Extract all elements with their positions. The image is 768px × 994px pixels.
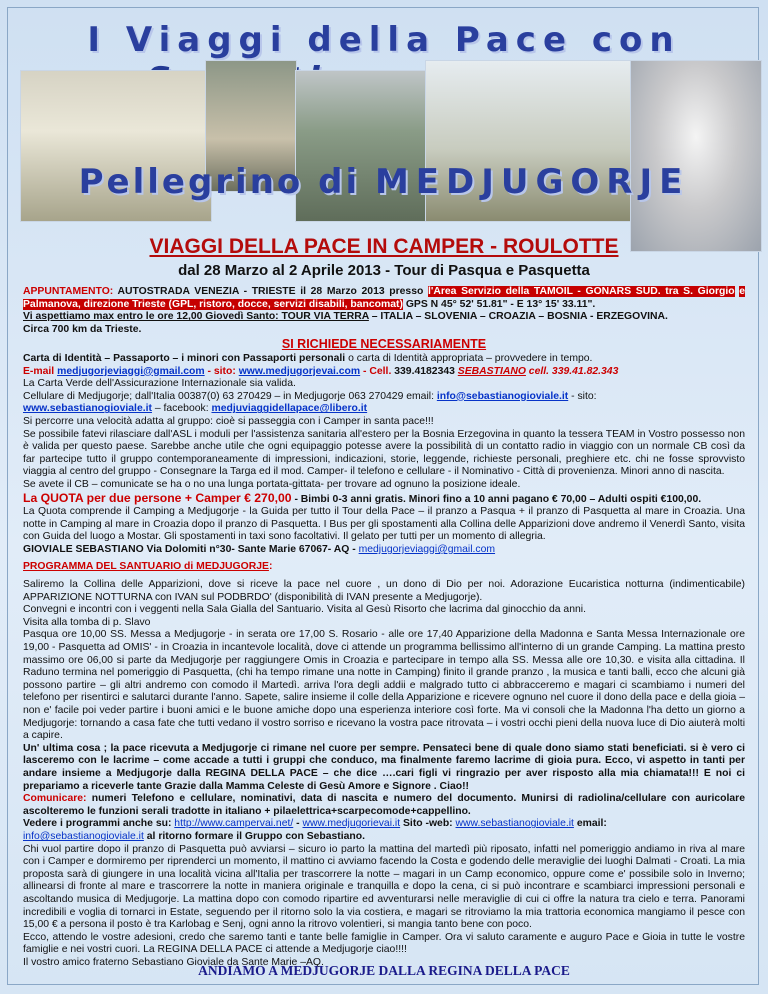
email-link[interactable]: medjugorjeviaggi@gmail.com [57,365,205,377]
campervai-link[interactable]: http://www.campervai.net/ [174,818,294,830]
page-subtitle [0,162,768,202]
sebastianogioviale-link[interactable]: www.sebastianogioviale.it [455,818,574,830]
dates-heading: dal 28 Marzo al 2 Aprile 2013 - Tour di Pasqua e Pasquetta [178,262,590,279]
price-paragraph: La QUOTA per due persone + Camper € 270,00 - Bimbi 0-3 anni gratis. Minori fino a 10 anni pagano € 70,00 – Adulti ospiti €100,00. La Quota comprende il Camping a Medjugorje - la Guida per tutto il Tour della Pace – il pranzo a Pasqua + il pranzo di Pasquetta al mare in Croazia. Una notte in Camping al mare in Croazia dopo il pranzo di Pasquetta. I Bus per gli spostamenti alla Collina delle Apparizioni dove andremo il Venerdì Santo, visita con Guida del luogo a Mostar. Gli spostamenti in taxi sono facoltativi. Il gelato per tutti per un momento di allegria. GIOVIALE SEBASTIANO Via Dolomiti n°30- Sante Marie 67067- AQ - medjugorjeviaggi@gmail.com [23,490,745,555]
title-part1: I Viaggi della Pace con [87,20,681,60]
photo-madonna-statue [630,60,762,252]
main-heading: VIAGGI DELLA PACE IN CAMPER - ROULOTTE [149,235,619,258]
requirements-paragraph: Carta di Identità – Passaporto – i minori con Passaporti personali o carta di Identità appropriata – provvedere in tempo. E-mail medjugorjeviaggi@gmail.com - sito: www.medjugorjevai.com - Cell. 339.4182343 SEBASTIANO cell. 339.41.82.343 La Carta Verde dell'Assicurazione Internazionale sia valida. Cellulare di Medjugorje; dall'Italia 00387(0) 63 270429 – in Medjugorje 063 270429 email: info@sebastianogioviale.it - sito: www.sebastianogioviale.it – facebook: medjuviaggidellapace@libero.it Si percorre una velocità adatta al gruppo: cioè si passeggia con i Camper in santa pace!!! Se possibile fatevi rilasciare dall'ASL i moduli per l'assistenza sanitaria all'estero per la Bosnia Erzegovina in quanto la tessera TEAM in Vostro possesso non è valida per questo paese. Sarebbe anche utile che ogni equipaggio potesse avere la possibilità di un contatto radio in viaggio con un normale CB così da far partecipe tutto il gruppo contemporaneamente di impressioni, indicazioni, storie, leggende, richieste personali, preghiere etc. chi ne fosse sprovvisto viaggia al centro del gruppo - Consegnare la Targa ed il mod. Camper- il telefono e cellulare - il Nominativo - Città di provenienza. Minori anno di nascita. Se avete il CB – comunicate se ha o no una lunga portata-gittata- per trovare ad ognuno la posizione ideale. [23,352,745,490]
info-email-link[interactable]: info@sebastianogioviale.it [23,830,144,842]
email-link-2[interactable]: info@sebastianogioviale.it [436,390,569,402]
programme-title: PROGRAMMA DEL SANTUARIO di MEDJUGORJE [23,561,269,573]
site-link-2[interactable]: www.sebastianogioviale.it [23,403,152,415]
programme-paragraph: PROGRAMMA DEL SANTUARIO di MEDJUGORJE: Saliremo la Collina delle Apparizioni, dove si riceve la pace nel cuore , un dono di Dio per noi. Adorazione Eucaristica notturna (indimenticabile) APPARIZIONE NOTTURNA con IVAN sul PODBRDO' (disponibilità di IVAN presente a Medjugorje). Convegni e incontri con i veggenti nella Sala Gialla del Santuario. Visita al Gesù Risorto che lacrima dal ginocchio da anni. Visita alla tomba di p. Slavo Pasqua ore 10,00 SS. Messa a Medjugorje - in serata ore 17,00 S. Rosario - alle ore 17,40 Apparizione della Madonna e Santa Messa Internazionale ore 19,00 - Pasquetta ad OMIS' - in Croazia in incantevole località, dove ci attende un programma bellissimo all'interno di un grande Camping. La mattina presto massimo ore 06,00 si parte da Medjugorje per raggiungere Omis in Croazia e partecipare in tempo alla SS. Messa alle ore 10,30. e visita alla cittadina. Il Raduno termina nel pomeriggio di Pasquetta, (chi ha tempo rimane una notte in Camping) finito il grande pranzo , la musica e tanti balli, ecco che alcuni già possono partire – gli altri andremo con comodo il Martedì. arriva l'ora degli addii e malgrado tutto ci abbracceremo e magari ci scambiamo i numeri del telefono per risentirci e salutarci durante l'anno. Sapete, salire insieme il colle della Apparizione e ricevere ognuno nel cuore il dono della pace e della gioia – non e' facile poi veder partire i buoni amici e le buone amiche dopo una esperienza interiore così forte. Ma vi consoli che la Madonna l'ha detto un giorno a Medjugorje: tornando a casa fate che tutti vedano il vostro sorriso e ricevano la vostra pace ritrovata – i vostri occhi pieni della nuova luce di Dio aiuterà molti a capire. Un' ultima cosa ; la pace ricevuta a Medjugorje ci rimane nel cuore per sempre. Pensateci bene di quale dono siamo stati beneficiati. si è vero ci lasceremo con le lacrime – come accade a tutti i gruppi che conduco, ma finalmente faremo lacrime di gioia pura. Ecco, vi aspetto in tanti per andare insieme a Medjugorje dalla REGINA DELLA PACE – che dice ….cari figli vi ringrazio per aver risposto alla mia chiamata!!! E noi ci prepariamo a riceverle tante Grazie dalla Mamma Celeste di Gesù Amore e Signore . Ciao!! Comunicare: numeri Telefono e cellulare, nominativi, data di nascita e numero del documento. Munirsi di radiolina/cellulare con auricolare ascolteremo le funzioni serali tradotte in italiano + pilaelettrica+scarpecomode+cappellino. Vedere i programmi anche su: http://www.campervai.net/ - www.medjugorievai.it Sito -web: www.sebastianogioviale.it email: info@sebastianogioviale.it al ritorno formare il Gruppo con Sebastiano. Chi vuol partire dopo il pranzo di Pasquetta può avviarsi – sicuro io parto la mattina del martedì più riposato, infatti nel pomeriggio andiamo in riva al mare con i Camper e dormiremo per riprenderci un momento, il mattino ci avviamo facendo la Costa e godendo delle meraviglie dei luoghi Dalmati - Croati. La mia proposta sarà di giungere in una località vicina all'Italia per trascorrere la notte – magari in un Camp economico, oppure come e' possibile solo in Inverno; allinearsi di fronte al mare e trascorrere la notte in maniera originale e tranquilla e dopo la cena, ci si può incontrare e scambiarci impressioni personali e ascoltando musica di Medjugorje. La mattina dopo con comodo ripartire ed avventurarsi nelle meraviglie di cui ci offre la natura tra cielo e terra. Panorami incredibili e voglia di tornarci in Estate, seguendo per il ritorno solo la via costiera, e magari se ritroviamo la mia trattoria economica mangiamo il pesce con 15,00 € a persona il posto è tra Karlobag e Senj, ogni anno la ritrovo volentieri, si mangia tanto bene con poco. Ecco, attendo le vostre adesioni, credo che saremo tanti e tante belle famiglie in Camper. Ora vi saluto caramente e auguro Pace e Gioia in tutte le vostre famiglie e nei vostri cuori. La REGINA DELLA PACE ci attende a Medjugorje ciao!!!! Il vostro amico fraterno Sebastiano Gioviale da Sante Marie –AQ. [23,561,745,968]
appointment-paragraph: APPUNTAMENTO: AUTOSTRADA VENEZIA - TRIESTE il 28 Marzo 2013 presso l'Area Servizio della TAMOIL - GONARS SUD. tra S. Giorgio e Palmanova, direzione Trieste (GPL, ristoro, docce, servizi disabili, bancomat) GPS N 45° 52' 51.81" - E 13° 15' 33.11". Vi aspettiamo max entro le ore 12,00 Giovedì Santo: TOUR VIA TERRA – ITALIA – SLOVENIA – CROAZIA – BOSNIA - ERZEGOVINA. Circa 700 km da Trieste. [23,286,745,335]
subtitle-part2: MEDJUGORJE [374,162,690,202]
facebook-link[interactable]: medjuviaggidellapace@libero.it [211,403,368,415]
section-title-requirements: SI RICHIEDE NECESSARIAMENTE [281,337,487,352]
document-body [23,286,745,969]
medjugorievai-link[interactable]: www.medjugorievai.it [302,818,401,830]
subtitle-part1: Pellegrino di [78,162,361,202]
site-link[interactable]: www.medjugorjevai.com [238,365,361,377]
footer-slogan: ANDIAMO A MEDJUGORJE DALLA REGINA DELLA PACE [198,963,570,978]
contact-email-link[interactable]: medjugorjeviaggi@gmail.com [358,543,496,555]
